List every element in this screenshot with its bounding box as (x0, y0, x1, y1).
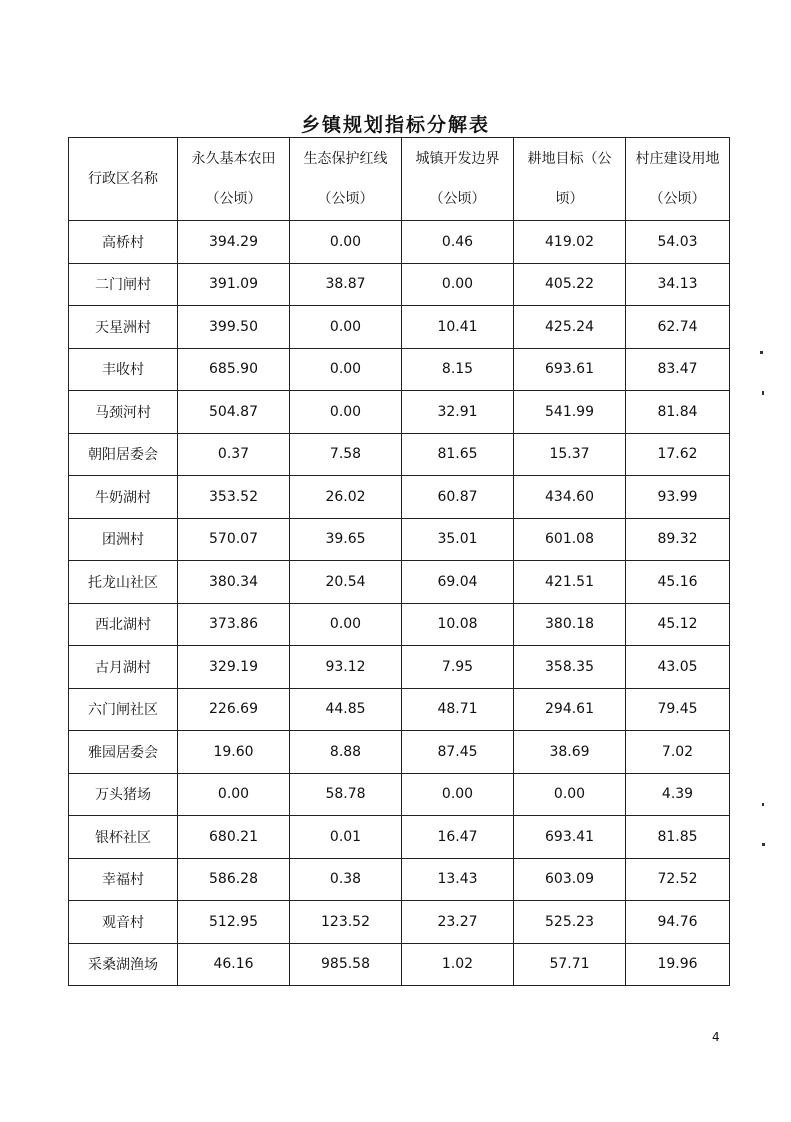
column-header-line: （公顷） (429, 191, 486, 207)
district-name-cell: 银杯社区 (69, 816, 178, 859)
value-cell: 8.88 (290, 731, 402, 774)
column-header (178, 138, 290, 221)
district-name-cell: 牛奶湖村 (69, 476, 178, 519)
column-header-line: 城镇开发边界 (415, 151, 500, 167)
table-row (69, 646, 730, 689)
table-row (69, 433, 730, 476)
value-cell: 329.19 (178, 646, 290, 689)
district-name-cell: 团洲村 (69, 518, 178, 561)
value-cell: 16.47 (402, 816, 514, 859)
column-header-line: 永久基本农田 (191, 151, 276, 167)
value-cell: 60.87 (402, 476, 514, 519)
table-row (69, 518, 730, 561)
value-cell: 26.02 (290, 476, 402, 519)
value-cell: 405.22 (514, 263, 626, 306)
value-cell: 0.38 (290, 858, 402, 901)
value-cell: 353.52 (178, 476, 290, 519)
value-cell: 20.54 (290, 561, 402, 604)
value-cell: 525.23 (514, 901, 626, 944)
table-body (69, 221, 730, 986)
value-cell: 586.28 (178, 858, 290, 901)
value-cell: 0.00 (290, 221, 402, 264)
column-header-line: 耕地目标（公 (527, 151, 612, 167)
value-cell: 38.87 (290, 263, 402, 306)
value-cell: 0.46 (402, 221, 514, 264)
column-header-line: 村庄建设用地 (635, 151, 720, 167)
district-name-cell: 丰收村 (69, 348, 178, 391)
value-cell: 512.95 (178, 901, 290, 944)
district-name-cell: 采桑湖渔场 (69, 943, 178, 986)
table-row (69, 688, 730, 731)
value-cell: 57.71 (514, 943, 626, 986)
table-row (69, 816, 730, 859)
value-cell: 0.01 (290, 816, 402, 859)
value-cell: 226.69 (178, 688, 290, 731)
district-name-cell: 六门闸社区 (69, 688, 178, 731)
page-number: 4 (712, 1030, 720, 1044)
value-cell: 81.85 (626, 816, 730, 859)
value-cell: 4.39 (626, 773, 730, 816)
value-cell: 394.29 (178, 221, 290, 264)
value-cell: 83.47 (626, 348, 730, 391)
table-row (69, 858, 730, 901)
value-cell: 680.21 (178, 816, 290, 859)
scan-speck (762, 843, 765, 846)
value-cell: 1.02 (402, 943, 514, 986)
value-cell: 0.00 (178, 773, 290, 816)
value-cell: 39.65 (290, 518, 402, 561)
value-cell: 123.52 (290, 901, 402, 944)
value-cell: 89.32 (626, 518, 730, 561)
district-name-cell: 马颈河村 (69, 391, 178, 434)
value-cell: 693.61 (514, 348, 626, 391)
table-row (69, 943, 730, 986)
value-cell: 685.90 (178, 348, 290, 391)
table-row (69, 603, 730, 646)
value-cell: 34.13 (626, 263, 730, 306)
value-cell: 8.15 (402, 348, 514, 391)
district-name-cell: 二门闸村 (69, 263, 178, 306)
column-header (626, 138, 730, 221)
value-cell: 43.05 (626, 646, 730, 689)
column-header-line: （公顷） (317, 191, 374, 207)
table-row (69, 263, 730, 306)
district-name-cell: 托龙山社区 (69, 561, 178, 604)
district-name-cell: 雅园居委会 (69, 731, 178, 774)
value-cell: 10.41 (402, 306, 514, 349)
value-cell: 48.71 (402, 688, 514, 731)
table-row (69, 221, 730, 264)
column-header (290, 138, 402, 221)
scan-speck (760, 351, 763, 354)
district-name-cell: 西北湖村 (69, 603, 178, 646)
table-row (69, 773, 730, 816)
value-cell: 399.50 (178, 306, 290, 349)
value-cell: 46.16 (178, 943, 290, 986)
column-header (402, 138, 514, 221)
value-cell: 13.43 (402, 858, 514, 901)
value-cell: 81.84 (626, 391, 730, 434)
scan-speck (762, 803, 764, 806)
value-cell: 62.74 (626, 306, 730, 349)
value-cell: 693.41 (514, 816, 626, 859)
value-cell: 570.07 (178, 518, 290, 561)
table-row (69, 901, 730, 944)
value-cell: 93.12 (290, 646, 402, 689)
value-cell: 0.00 (290, 603, 402, 646)
district-name-cell: 朝阳居委会 (69, 433, 178, 476)
value-cell: 19.60 (178, 731, 290, 774)
value-cell: 391.09 (178, 263, 290, 306)
value-cell: 0.00 (290, 391, 402, 434)
column-header-line: 生态保护红线 (303, 151, 388, 167)
value-cell: 38.69 (514, 731, 626, 774)
value-cell: 23.27 (402, 901, 514, 944)
value-cell: 0.00 (290, 348, 402, 391)
value-cell: 0.37 (178, 433, 290, 476)
value-cell: 504.87 (178, 391, 290, 434)
district-name-cell: 万头猪场 (69, 773, 178, 816)
value-cell: 44.85 (290, 688, 402, 731)
column-header (69, 138, 178, 221)
value-cell: 358.35 (514, 646, 626, 689)
column-header-line: 顷） (555, 191, 584, 207)
value-cell: 425.24 (514, 306, 626, 349)
header-row (69, 138, 730, 221)
value-cell: 421.51 (514, 561, 626, 604)
value-cell: 541.99 (514, 391, 626, 434)
column-header-line: 行政区名称 (88, 171, 158, 187)
table-row (69, 391, 730, 434)
table-row (69, 476, 730, 519)
value-cell: 7.58 (290, 433, 402, 476)
table-row (69, 348, 730, 391)
value-cell: 0.00 (402, 263, 514, 306)
column-header-line: （公顷） (205, 191, 262, 207)
value-cell: 45.16 (626, 561, 730, 604)
table-row (69, 561, 730, 604)
value-cell: 373.86 (178, 603, 290, 646)
value-cell: 17.62 (626, 433, 730, 476)
value-cell: 32.91 (402, 391, 514, 434)
value-cell: 87.45 (402, 731, 514, 774)
value-cell: 19.96 (626, 943, 730, 986)
value-cell: 35.01 (402, 518, 514, 561)
value-cell: 434.60 (514, 476, 626, 519)
column-header-line: （公顷） (649, 191, 706, 207)
value-cell: 985.58 (290, 943, 402, 986)
value-cell: 380.18 (514, 603, 626, 646)
value-cell: 380.34 (178, 561, 290, 604)
value-cell: 54.03 (626, 221, 730, 264)
table-row (69, 306, 730, 349)
value-cell: 7.02 (626, 731, 730, 774)
value-cell: 69.04 (402, 561, 514, 604)
value-cell: 58.78 (290, 773, 402, 816)
value-cell: 81.65 (402, 433, 514, 476)
value-cell: 7.95 (402, 646, 514, 689)
table-header (69, 138, 730, 221)
value-cell: 94.76 (626, 901, 730, 944)
planning-indicator-table (68, 137, 730, 986)
district-name-cell: 古月湖村 (69, 646, 178, 689)
district-name-cell: 高桥村 (69, 221, 178, 264)
scan-speck (762, 391, 764, 395)
value-cell: 15.37 (514, 433, 626, 476)
value-cell: 294.61 (514, 688, 626, 731)
value-cell: 79.45 (626, 688, 730, 731)
value-cell: 45.12 (626, 603, 730, 646)
district-name-cell: 幸福村 (69, 858, 178, 901)
value-cell: 0.00 (290, 306, 402, 349)
district-name-cell: 天星洲村 (69, 306, 178, 349)
value-cell: 0.00 (402, 773, 514, 816)
value-cell: 10.08 (402, 603, 514, 646)
value-cell: 601.08 (514, 518, 626, 561)
page-title: 乡镇规划指标分解表 (300, 114, 490, 136)
table-row (69, 731, 730, 774)
value-cell: 0.00 (514, 773, 626, 816)
district-name-cell: 观音村 (69, 901, 178, 944)
column-header (514, 138, 626, 221)
value-cell: 93.99 (626, 476, 730, 519)
value-cell: 419.02 (514, 221, 626, 264)
value-cell: 72.52 (626, 858, 730, 901)
value-cell: 603.09 (514, 858, 626, 901)
